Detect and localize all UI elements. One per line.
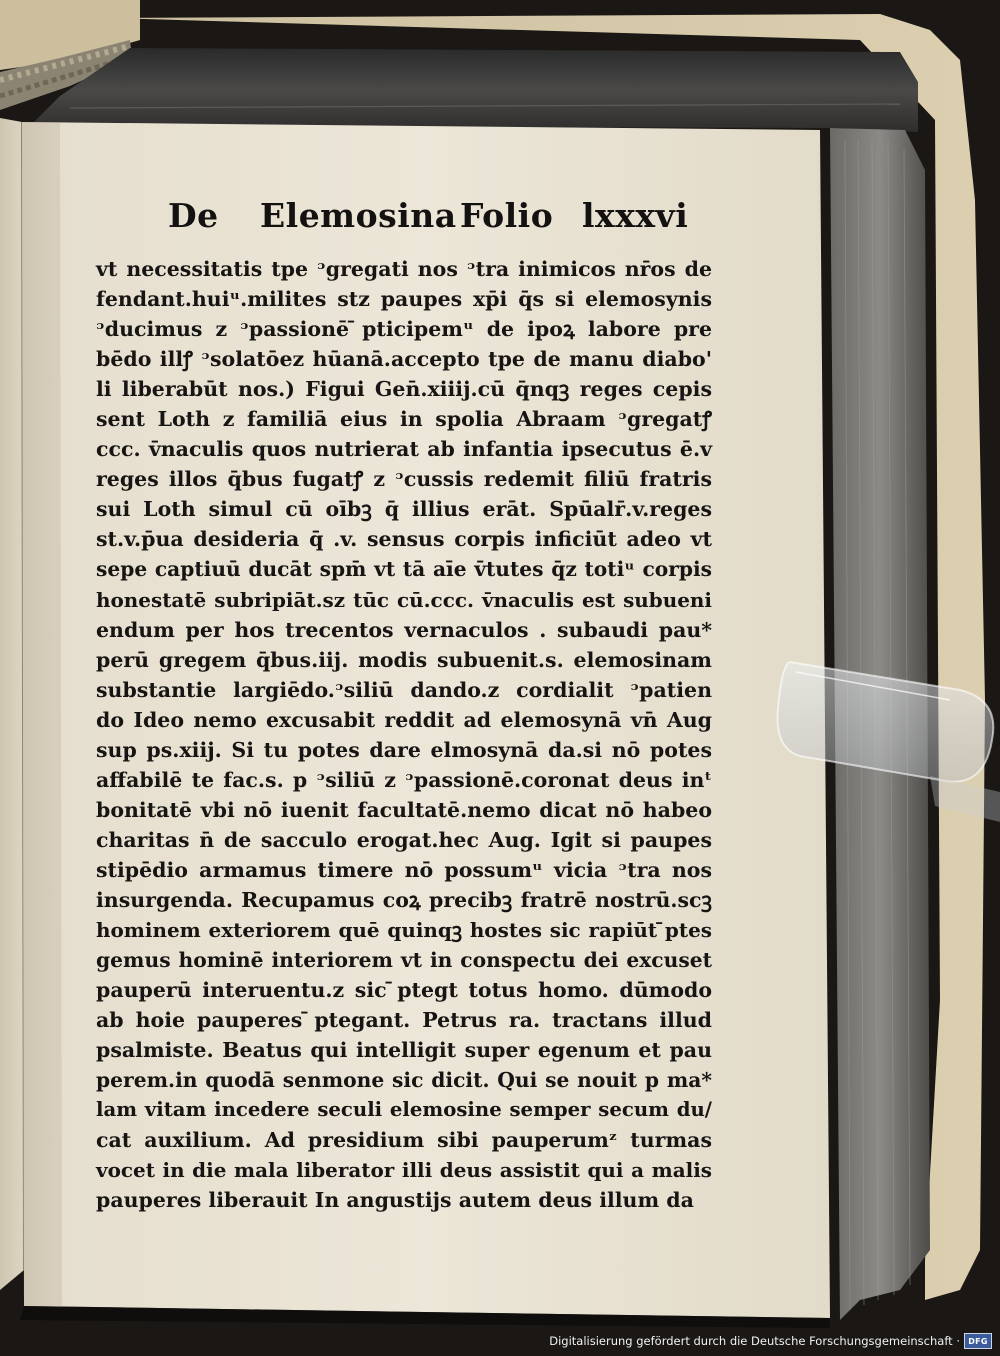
left-page-edge	[0, 118, 24, 1290]
text-line: pauperes liberauit In angustijs autem deus illum da	[96, 1188, 694, 1213]
text-line: sup ps.xiij. Si tu potes dare elmosynā da.si nō potes	[96, 737, 712, 762]
text-line: bēdo illꝭ ᵓsolatōez hūanā.accepto tpe de manu diabo'	[96, 347, 712, 372]
text-line: pauperū interuentu.z sic ̄ptegt totus homo. dūmodo	[96, 978, 712, 1003]
text-line: perem.in quodā senmone sic dicit. Qui se nouit p ma*	[96, 1068, 712, 1093]
text-line: vocet in die mala liberator illi deus assistit qui a malis	[96, 1158, 712, 1183]
page-stack-top-edge	[30, 48, 918, 132]
text-line: hominem exteriorem quē quinqꝫ hostes sic rapiūt ̄ptes	[96, 918, 712, 943]
header-topic-word: Elemosina	[260, 196, 457, 235]
dfg-logo: DFG	[964, 1333, 992, 1349]
text-line: fendant.huiᵘ.milites stz paupes xp̄i q̄s si elemosynis	[96, 287, 712, 312]
text-line: perū gregem q̄bus.iij. modis subuenit.s. elemosinam	[96, 647, 712, 672]
text-line: bonitatē vbi nō iuenit facultatē.nemo dicat nō habeo	[96, 797, 712, 822]
text-line: lam vitam incedere seculi elemosine semper secum du/	[96, 1098, 712, 1122]
text-line: honestatē subripiāt.sz tūc cū.ccc. v̄naculis est subueni	[96, 587, 712, 612]
credit-text: Digitalisierung gefördert durch die Deutsche Forschungsgemeinschaft ·	[549, 1334, 960, 1348]
header-folio-number: lxxxvi	[582, 196, 689, 235]
text-line: endum per hos trecentos vernaculos . subaudi pau*	[96, 617, 712, 642]
text-line: sui Loth simul cū oībꝫ q̄ illius erāt. Spūalr̄.v.reges	[96, 497, 712, 522]
text-line: ab hoie pauperes ̄ptegant. Petrus ra. tractans illud	[96, 1008, 712, 1033]
text-line: cat auxilium. Ad presidium sibi pauperumᶻ turmas	[96, 1128, 712, 1153]
text-line: do Ideo nemo excusabit reddit ad elemosynā vn̄ Aug	[96, 707, 712, 732]
text-line: insurgenda. Recupamus coꝝ precibꝫ fratrē nostrū.scꝫ	[96, 887, 712, 912]
page-body-text	[96, 254, 712, 1216]
text-line: li liberabūt nos.) Figui Gen̄.xiiij.cū q̄nqꝫ reges cepis	[96, 377, 712, 402]
text-line: psalmiste. Beatus qui intelligit super egenum et pau	[96, 1038, 712, 1063]
text-line: affabilē te fac.s. p ᵓsiliū z ᵓpassionē.coronat deus inᵗ	[96, 767, 712, 792]
text-line: vt necessitatis tpe ᵓgregati nos ᵓtra inimicos nr̄os de	[96, 257, 712, 281]
header-section-word: De	[168, 196, 219, 235]
text-line: substantie largiēdo.ᵓsiliū dando.z cordialit ᵓpatien	[96, 677, 712, 702]
text-line: gemus hominē interiorem vt in conspectu dei excuset	[96, 948, 712, 973]
page-header	[168, 196, 708, 250]
text-line: charitas n̄ de sacculo erogat.hec Aug. Igit si paupes	[96, 827, 712, 852]
text-line: sent Loth z familiā eius in spolia Abraam ᵓgregatꝭ	[96, 407, 712, 432]
text-line: reges illos q̄bus fugatꝭ z ᵓcussis redemit filiū fratris	[96, 467, 712, 492]
header-folio-word: Folio	[460, 196, 554, 235]
text-line: ᵓducimus z ᵓpassionē ̄pticipemᵘ de ipoꝝ labore pre	[96, 317, 712, 342]
text-line: ccc. v̄naculis quos nutrierat ab infantia ipsecutus ē.v	[96, 437, 712, 462]
digitization-credit	[549, 1330, 992, 1352]
text-line: sepe captiuū ducāt spm̄ vt tā aīe v̄tutes q̄z totiᵘ corpis	[96, 557, 712, 582]
text-line: stipēdio armamus timere nō possumᵘ vicia ᵓtra nos	[96, 857, 712, 882]
text-line: st.v.p̄ua desideria q̄ .v. sensus corpis inficiūt adeo vt	[96, 527, 712, 552]
